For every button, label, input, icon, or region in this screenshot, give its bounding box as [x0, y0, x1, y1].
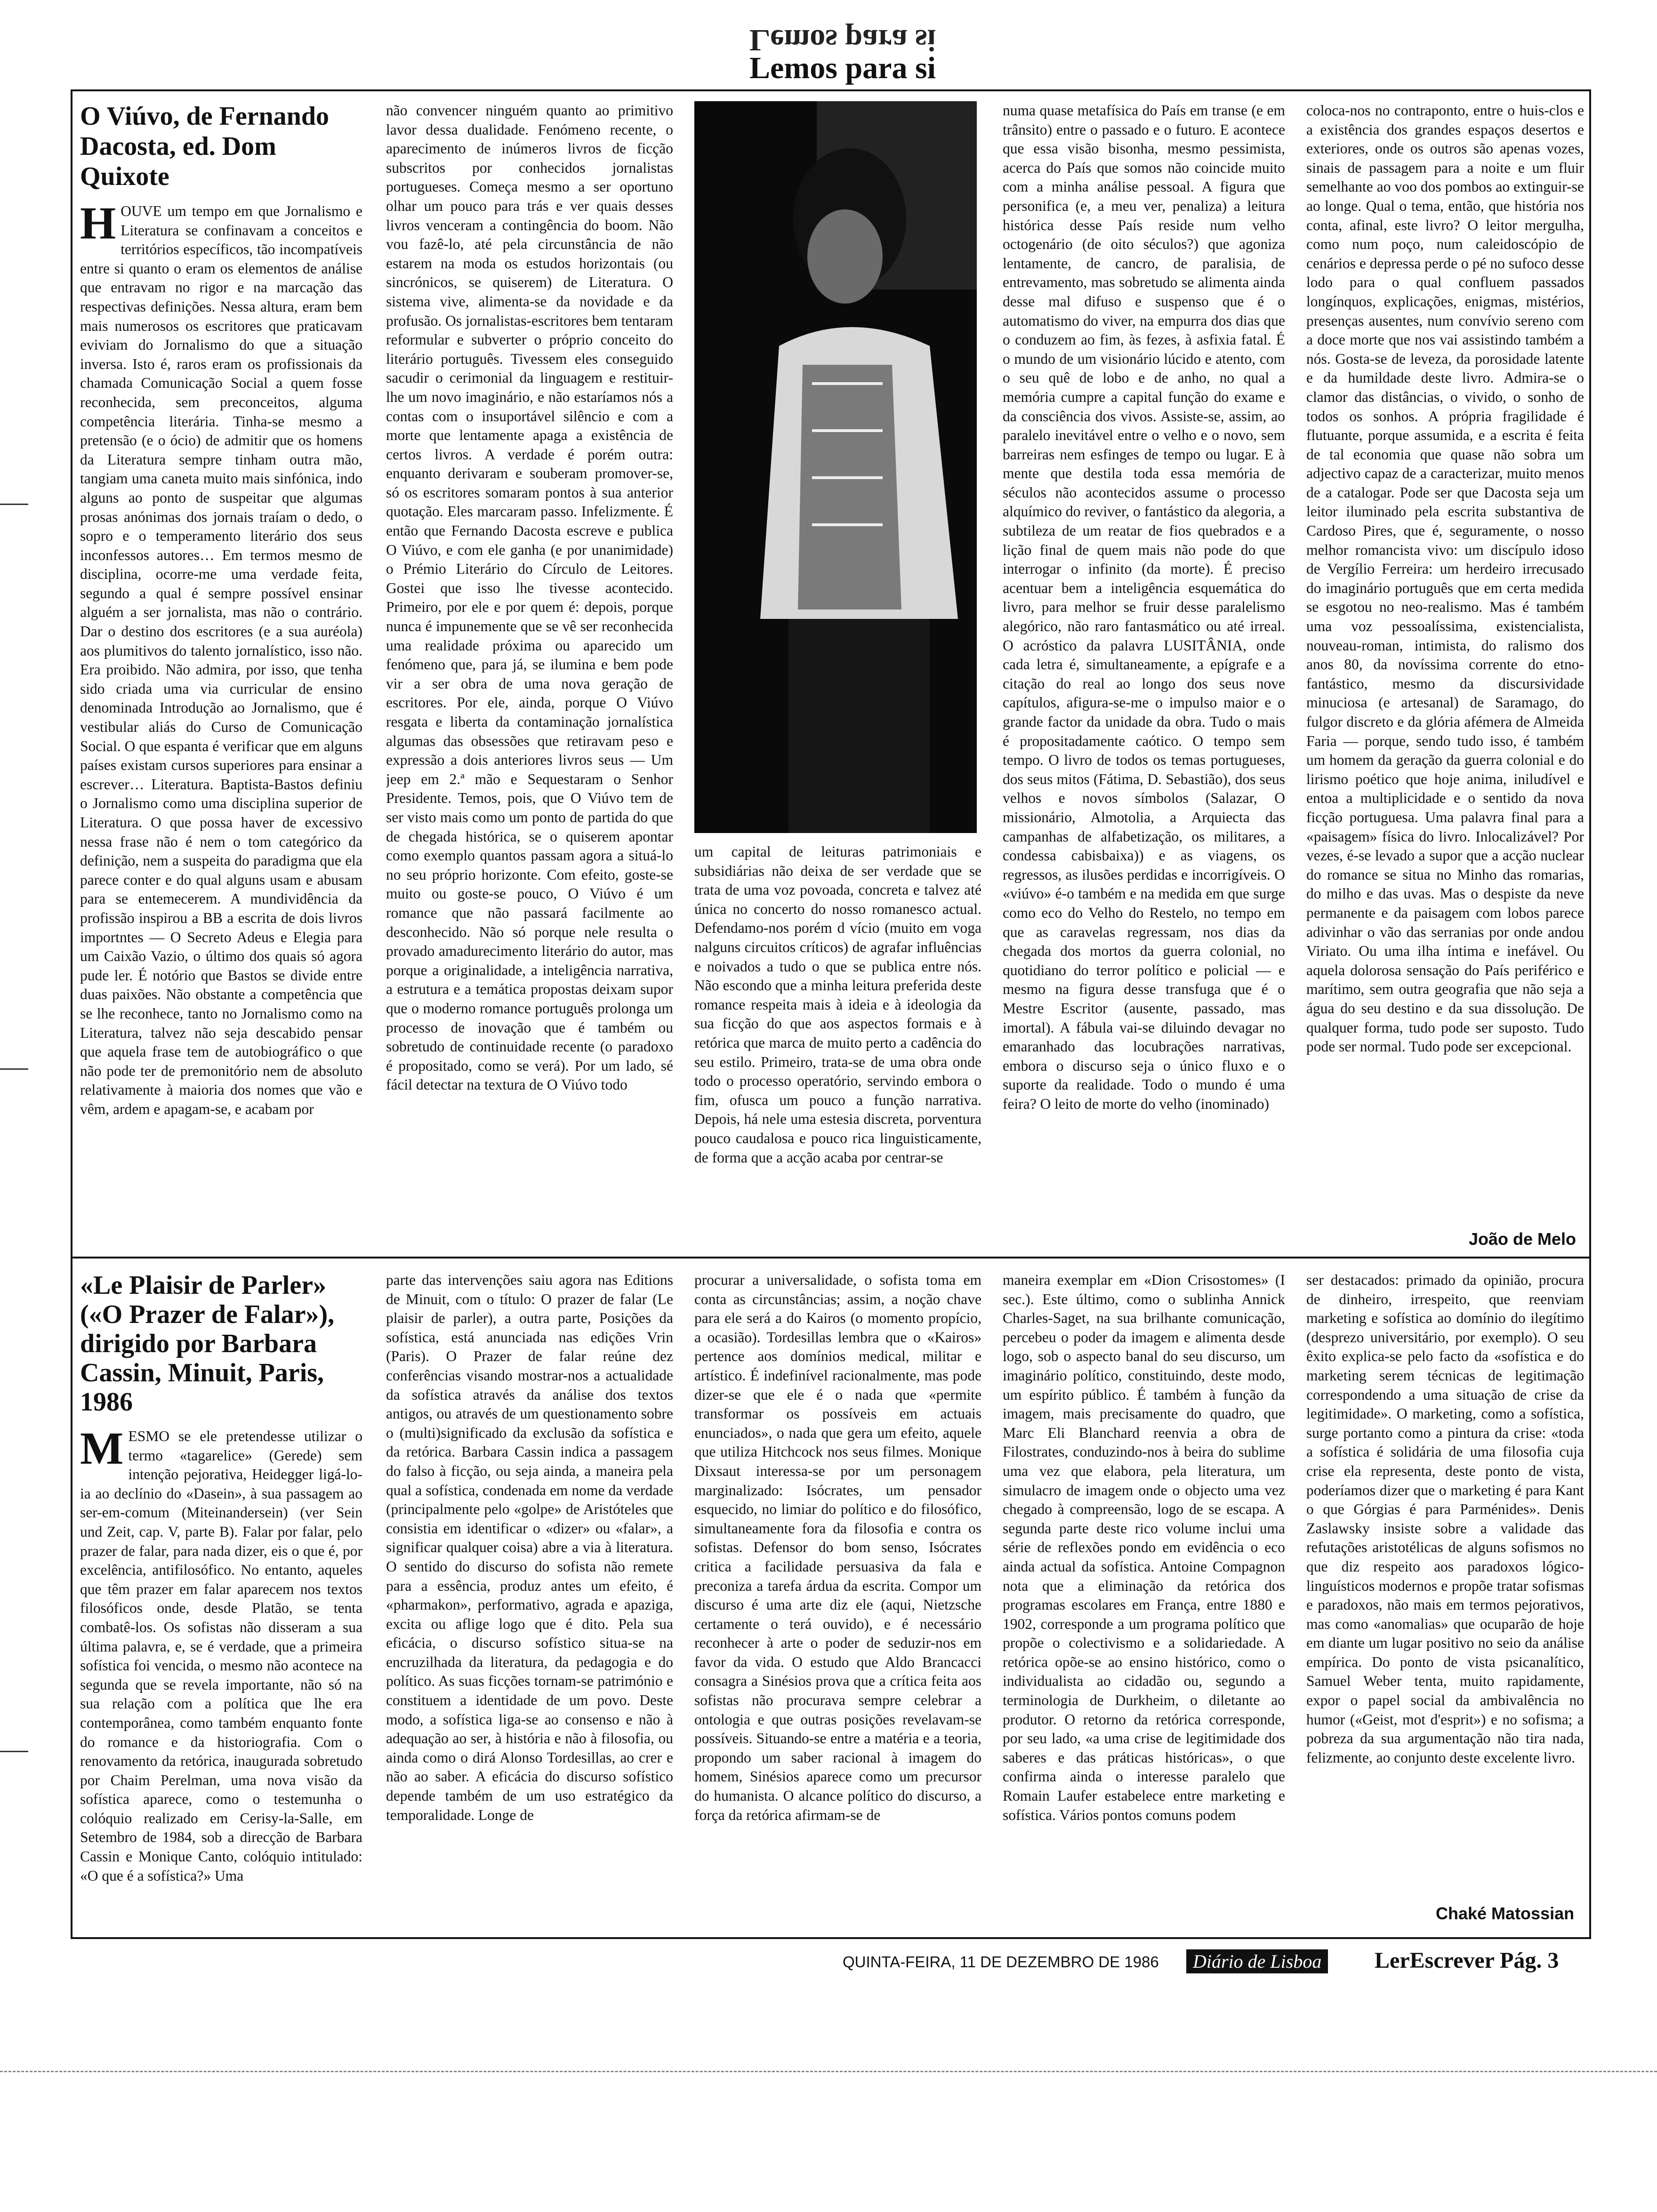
masthead-logo: Diário de Lisboa — [1186, 1949, 1328, 1973]
article1-col5 — [1306, 101, 1584, 1226]
article2-author: Chaké Matossian — [1436, 1904, 1575, 1923]
article1-dropcap: H — [80, 198, 116, 249]
article2-col1 — [80, 1271, 362, 1930]
author-photo-figure — [694, 101, 977, 833]
article1-col5-text: coloca-nos no contraponto, entre o huis-clos e a existência dos grandes espaços desertos e exteriores, onde os outros são apenas vozes, sinais de passagem para a noite e um fluir semelhante ao voo dos pombos ao extinguir-se ao longe. Qual o tema, então, que história nos conta, afinal, este livro? O leitor mergulha, como num poço, num caleidoscópio de cenários e depressa perde o pé no sufoco desse lodo para o qual confluem passados longínquos, explicações, enigmas, mistérios, presenças ausentes, num convívio sereno com a doce morte que nos vai assistindo também a nós. Gosta-se de leveza, da porosidade latente e da humildade deste livro. Admira-se o clamor das distâncias, o vivido, o sonho de todos os sonhos. A própria fragilidade é flutuante, porque assumida, e a escrita é feita de tal economia que quase não sobra um adjectivo capaz de a caracterizar, muito menos de a catalogar. Pode ser que Dacosta seja um leitor iluminado pela escrita substantiva de Cardoso Pires, que é, seguramente, o nosso melhor romancista vivo: um discípulo idoso de Vergílio Ferreira: um herdeiro irrecusado do imaginário português que em certa medida se esgotou no neo-realismo. Mas é também uma voz pessoalíssima, existencialista, nouveau-roman, intimista, do ralismo dos anos 80, da novíssima corrente do etno-fantástico, mesmo da discursividade minuciosa (e artesanal) de Saramago, do fulgor discreto e da glória afémera de Almeida Faria — porque, sendo tudo isso, é também um homem da geração da guerra colonial e do lirismo poético que hoje anima, iniludível e entoa a multiplicidade e o sentido da nova ficção portuguesa. Uma palavra final para a «paisagem» física do livro. Inlocalizável? Por vezes, é-se levado a supor que a acção nuclear do romance se situa no Minho das romarias, do milho e das uvas. Mas o despiste da neve permanente e da paisagem com lobos parece adivinhar o vão das serranias por onde andou Viriato. Ou uma ilha íntima e inefável. Ou aquela dolorosa sensação do País periférico e marítimo, sem outra geografia que não seja a água do seu destino e da sua dissolução. De qualquer forma, tudo pode ser suposto. Tudo pode ser normal. Tudo pode ser excepcional. — [1306, 102, 1584, 1055]
article2-col4-text: maneira exemplar em «Dion Crisostomes» (I sec.). Este último, como o sublinha Annick Charles-Saget, na sua brilhante comunicação, percebeu o poder da imagem e alimenta desde logo, sob o aspecto banal do seu discurso, um imaginário político, constituindo, deste modo, um espírito público. É também à função da imagem, mais precisamente do quadro, que Marc Eli Blanchard reenvia a obra de Filostrates, conduzindo-nos à beira do sublime uma vez que elabora, pela literatura, um simulacro de imagem onde o objecto uma vez chegado à compreensão, logo de se escapa. A segunda parte deste rico volume inclui uma série de reflexões pondo em evidência o eco ainda actual da sofística. Antoine Compagnon nota que a eliminação da retórica dos programas escolares em França, entre 1880 e 1902, corresponde a um programa político que propõe o colectivismo e a solidariedade. A retórica opõe-se ao ensino histórico, como o individualista ao cidadão ou, segundo a terminologia de Durkheim, o diletante ao produtor. O retorno da retórica corresponde, por seu lado, «a uma crise de legitimidade dos saberes e das práticas históricas», o que confirma ainda o interesse paralelo que Romain Laufer estabelece entre marketing e sofística. Vários pontos comuns podem — [1003, 1272, 1285, 1823]
article2-col5-text: ser destacados: primado da opinião, procura de dinheiro, irrespeito, que reenviam marketing e sofística ao domínio do ilegítimo (desprezo universitário, por exemplo). O seu êxito explica-se pelo facto da «sofística e do marketing serem técnicas de legitimação correspondendo a uma situação de crise da legitimidade». O marketing, como a sofística, surge portanto como a pintura da crise: «toda a sofística é solidária de uma filosofia cuja crise ela representa, deste ponto de vista, poderíamos dizer que o marketing é para Kant o que Górgias é para Parménides». Denis Zaslawsky insiste sobre a validade das refutações aristotélicas de alguns sofismos no que diz respeito aos paradoxos lógico-linguísticos modernos e propõe tratar sofismas e paradoxos, não mais em termos pejorativos, mas como «anomalias» que ocuparão de hoje em diante um lugar positivo no seio da análise empírica. Do ponto de vista psicanalítico, Samuel Weber tenta, muito rapidamente, expor o papel social da ambivalência no humor («Geist, mot d'esprit») e no sofisma; a pobreza da sua argumentação não tira nada, felizmente, ao conjunto deste excelente livro. — [1306, 1272, 1584, 1766]
article2-col5 — [1306, 1271, 1584, 1897]
article1-col2 — [386, 101, 673, 1250]
article1-col3 — [694, 842, 981, 1252]
article2-col4 — [1003, 1271, 1285, 1930]
margin-mark — [0, 1751, 28, 1752]
bottom-rule — [71, 1937, 1591, 1939]
article2-headline: «Le Plaisir de Parler» («O Prazer de Falar»), dirigido por Barbara Cassin, Minuit, Paris, 1986 — [80, 1271, 335, 1417]
middle-rule — [71, 1257, 1591, 1258]
margin-mark — [0, 504, 28, 505]
article2-col2-text: parte das intervenções saiu agora nas Editions de Minuit, com o título: O prazer de falar (Le plaisir de parler), a outra parte, Posições da sofística, está anunciada nas edições Vrin (Paris). O Prazer de falar reúne dez conferências visando mostrar-nos a actualidade da sofística através da análise dos textos antigos, ou através de um questionamento sobre o (multi)significado da exclusão da sofística e da retórica. Barbara Cassin indica a passagem do falso à ficção, ou seja ainda, a maneira pela qual a sofística, condenada em nome da verdade (principalmente pelo «golpe» de Aristóteles que consistia em identificar o «dizer» ou «falar», a significar qualquer coisa) abre a via à literatura. O sentido do discurso do sofista não remete para a essência, produz antes um efeito, é «pharmakon», performativo, agrada e apaziga, excita ou aflige logo que é dito. Pela sua eficácia, o discurso sofístico situa-se na encruzilhada da literatura, da pedagogia e do político. As suas ficções tornam-se património e constituem a identidade de um povo. Deste modo, a sofística liga-se ao consenso e não à adequação ao ser, à história e não à filosofia, ou ainda como o dirá Alonso Tordesillas, ao crer e não ao saber. A eficácia do discurso sofístico depende também de um uso estratégico da temporalidade. Longe de — [386, 1272, 673, 1823]
article1-col1-text: OUVE um tempo em que Jornalismo e Literatura se confinavam a conceitos e territórios específicos, tão incompatíveis entre si quanto o eram os elementos de análise que entravam no rigor e na marcação das respectivas definições. Nessa altura, eram bem mais numerosos os escritores que praticavam eviviam do Jornalismo do que a situação inversa. Isto é, raros eram os profissionais da chamada Comunicação Social a quem fosse reconhecida, sem preconceitos, alguma competência literária. Tinha-se mesmo a pretensão (e o ócio) de admitir que os homens da Literatura sempre tinham outra mão, tangiam uma caneta muito mais sinfónica, indo alguns ao ponto de suspeitar que algumas prosas anónimas dos jornais traíam o dedo, o sopro e o temperamento literário dos seus inconfessos autores… Em termos mesmo de disciplina, ocorre-me uma verdade feita, segundo a qual é sempre possível ensinar alguém a ser jornalista, mas não o contrário. Dar o destino dos escritores (e a sua auréola) aos plumitivos do talento jornalístico, isso não. Era proibido. Não admira, por isso, que tenha sido criada uma via curricular de ensino denominada Introdução ao Jornalismo, que é vestibular aliás do Curso de Comunicação Social. O que espanta é verificar que em alguns países existam cursos superiores para ensinar a escrever… Literatura. Baptista-Bastos definiu o Jornalismo como uma disciplina superior de Literatura. O que possa haver de excessivo nessa frase não é nem o tom categórico da definição, nem a suspeita do paradigma que ela parece conter e do qual alguns usam e abusam para se entemecerem. A mundividência da profissão inspirou a BB a escrita de dois livros importntes — O Secreto Adeus e Elegia para um Caixão Vazio, o último dos quais só agora pude ler. É notório que Bastos se divide entre duas paixões. Não obstante a competência que se lhe reconhece, tanto no Jornalismo como na Literatura, talvez não seja descabido pensar que aquela frase tem de autobiográfico o que não pode ter de premonitório nem de absoluto relativamente à maioria dos nomes que vão e vêm, ardem e apagam-se, e acabam por — [80, 203, 362, 1117]
footer-date: QUINTA-FEIRA, 11 DE DEZEMBRO DE 1986 — [843, 1953, 1159, 1971]
article1-col4 — [1003, 101, 1285, 1250]
article2-dropcap: M — [80, 1423, 124, 1474]
page-cut-line — [0, 2071, 1657, 2072]
author-photo — [694, 101, 977, 833]
article2-col3-text: procurar a universalidade, o sofista toma em conta as circunstâncias; assim, a noção chave para ele será a do Kairos (o momento propício, a ocasião). Tordesillas lembra que o «Kairos» pertence aos domínios medical, militar e artístico. É indefinível racionalmente, mas pode dizer-se que ele é o nada que «permite transformar os possíveis em actuais enunciados», o nada que gera um efeito, aquele que utiliza Hitchcock nos seus filmes. Monique Dixsaut interessa-se por um personagem marginalizado: Isócrates, um pensador esquecido, no limiar do político e do filosófico, simultaneamente fora da filosofia e contra os sofistas. Defensor do bom senso, Isócrates critica a facilidade persuasiva da fala e preconiza a tarefa árdua da escrita. Compor um discurso é uma arte diz ele (aqui, Nietzsche certamente o terá ouvido), e é necessário reconhecer à arte o poder de seduzir-nos em favor da vida. O estudo que Aldo Brancacci consagra a Sinésios prova que a crítica feita aos sofistas não procurava sempre celebrar a ontologia e que outras posições revelavam-se possíveis. Situando-se entre a matéria e a teoria, propondo um saber racional à imagem do homem, Sinésios aparece como um precursor do humanista. O alcance político do discurso, a força da retórica afirmam-se de — [694, 1272, 981, 1823]
article2-col1-text: ESMO se ele pretendesse utilizar o termo «tagarelice» (Gerede) sem intenção pejorativa, Heidegger ligá-lo-ia ao declínio do «Dasein», à sua passagem ao ser-em-comum (Miteinandersein) (ver Sein und Zeit, cap. V, parte B). Falar por falar, pelo prazer de falar, para nada dizer, eis o que é, por excelência, antifilosófico. No entanto, aqueles que têm prazer em falar aparecem nos textos filosóficos onde, desde Platão, se tenta combatê-los. Os sofistas não disseram a sua última palavra, e, se é verdade, que a primeira sofística foi vencida, o mesmo não acontece na segunda que se revela importante, não só na sua relação com a política que lhe era contemporânea, como também enquanto fonte do romance e da historiografia. Com o renovamento da retórica, inaugurada sobretudo por Chaim Perelman, uma nova visão da sofística aparece, como o testemunha o colóquio realizado em Cerisy-la-Salle, em Setembro de 1984, sob a direcção de Barbara Cassin e Monique Canto, colóquio intitulado: «O que é a sofística?» Uma — [80, 1428, 362, 1884]
article1-col2-text: não convencer ninguém quanto ao primitivo lavor dessa dualidade. Fenómeno recente, o aparecimento de inúmeros livros de ficção subscritos por conhecidos jornalistas portugueses. Começa mesmo a ser oportuno olhar um pouco para trás e ver quais desses livros venceram a contingência do boom. Não vou fazê-lo, até pela circunstância de não estarem na moda os estudos horizontais (ou sincrónicos, se quiserem) de Literatura. O sistema vive, alimenta-se da novidade e da profusão. Os jornalistas-escritores bem tentaram reformular e subverter o próprio conceito do literário português. Tivessem eles conseguido sacudir o cerimonial da linguagem e restituir-lhe um novo imaginário, e não estaríamos nós a contas com o insuportável silêncio e com a morte que lentamente apaga a existência de certos livros. A verdade é porém outra: enquanto derivaram e souberam promover-se, só os escritores somaram pontos à sua anterior quotação. Eles marcaram passo. Infelizmente. É então que Fernando Dacosta escreve e publica O Viúvo, e com ele ganha (e por unanimidade) o Prémio Literário do Círculo de Leitores. Gostei que isso lhe tivesse acontecido. Primeiro, por ele e por quem é: depois, porque nunca é impunemente que se vê ser reconhecida uma realidade próxima ou aparecido um fenómeno que, para já, se ilumina e bem pode vir a ser obra de uma nova geração de escritores. Por ele, ainda, porque O Viúvo resgata e liberta da contaminação jornalística algumas das obsessões que retiravam peso e expressão a dois anteriores livros seus — Um jeep em 2.ª mão e Sequestaram o Senhor Presidente. Temos, pois, que O Viúvo tem de ser visto mais como um ponto de partida do que de chegada histórica, se o quiserem apontar como exemplo quantos passam agora a situá-lo no seu próprio horizonte. Com efeito, goste-se muito ou goste-se pouco, O Viúvo é um romance que não passará facilmente ao desconhecido. Não só porque nele resulta o provado amadurecimento literário do autor, mas porque a originalidade, a inteligência narrativa, a estrutura e a temática propostas deixam supor que o moderno romance português prolonga um processo de inovação que é também ou sobretudo de continuidade recente (o paradoxo é propositado, como se verá). Por um lado, sé fácil detectar na textura de O Viúvo todo — [386, 102, 673, 1093]
section-title: Lemos para si — [749, 51, 936, 85]
margin-mark — [0, 1068, 28, 1070]
article1-headline: O Viúvo, de Fernando Dacosta, ed. Dom Quixote — [80, 102, 329, 191]
section-header — [678, 23, 1007, 85]
article1-col4-text: numa quase metafísica do País em transe (e em trânsito) entre o passado e o futuro. E acontece que essa visão bisonha, mesmo pessimista, acerca do País que somos não coincide muito com a minha análise pessoal. A figura que personifica (e, a meu ver, penaliza) a leitura histórica desse País reside num velho octogenário (de oito séculos?) que agoniza lentamente, de cancro, de paralisia, de entrevamento, mas sobretudo se alimenta ainda desse mal difuso e suspenso que é o automatismo do viver, na empurra dos dias que o conduzem ao fim, às fezes, à asfixia fatal. É o mundo de um visionário lúcido e atento, com o seu quê de lobo e de anho, no qual a memória cumpre a capital função do exame e da consciência dos vivos. Assiste-se, assim, ao paralelo inevitável entre o velho e o novo, sem barreiras nem esfinges de tempo ou lugar. E à mente que destila toda essa memória de séculos não acontecidos assume o processo alquímico do reviver, o fantástico da alegoria, a subtileza de um reatar de fios quebrados e a lição final de quem mais não pode do que interrogar o infinito (da morte). É preciso acentuar bem a inteligência esquemática do livro, para melhor se fruir desse paralelismo alegórico, não raro fantasmático ou até irreal. O acróstico da palavra LUSITÂNIA, onde cada letra é, simultaneamente, a epígrafe e a citação do real ao longo dos seus nove capítulos, afigura-se-me o impulso maior e o grande factor da unidade da obra. Tudo o mais é propositadamente caótico. O tempo sem tempo. O livro de todos os temas portugueses, dos seus mitos (Fátima, D. Sebastião), dos seus velhos e novos símbolos (Salazar, O missionário, Almotolia, a Arquiecta das campanhas de alfabetização, os militares, a condessa cabisbaixa)) e as viagens, os regressos, as ilusões perdidas e incorrigíveis. O «viúvo» é-o também e na medida em que surge como eco do Velho do Restelo, no tempo em que as caravelas regressam, nos dias da chegada dos mortos da guerra colonial, no quotidiano do terror político e policial — e mesmo na figura desse transfuga que é o Mestre Escritor (ausente, passado, mas imortal). A fábula vai-se diluindo devagar no emaranhado das locubrações narrativas, embora o discurso seja o único fluxo e o suporte da realidade. Todo o mundo é uma feira? O leito de morte do velho (inominado) — [1003, 102, 1285, 1112]
section-header-mirror: Lemos para si — [749, 23, 936, 57]
article1-col3-text: um capital de leituras patrimoniais e subsidiárias não deixa de ser verdade que se trata de uma voz povoada, concreta e talvez até única no concerto do nosso romanesco actual. Defendamo-nos porém d vício (muito em voga nalguns circuitos críticos) de agrafar influências e noivados a tudo o que se publica entre nós. Não escondo que a minha leitura preferida deste romance respeita mais à ideia e à ideologia da sua ficção do que aos aspectos formais e à retórica que marca de muito perto a cadência do seu estilo. Primeiro, trata-se de uma obra onde todo o processo operatório, servindo embora o fim, ofusca um pouco a função narrativa. Depois, há nele uma estesia discreta, porventura pouco caudalosa e pouco rica linguisticamente, de forma que a acção acaba por centrar-se — [694, 843, 981, 1166]
article1-author: João de Melo — [1469, 1229, 1577, 1249]
article2-col2 — [386, 1271, 673, 1930]
footer-section: LerEscrever Pág. 3 — [1375, 1948, 1559, 1973]
article2-col3 — [694, 1271, 981, 1930]
right-rule — [1589, 89, 1591, 1939]
left-rule — [71, 89, 72, 1939]
top-rule — [71, 89, 1591, 91]
article1-col1 — [80, 101, 362, 1250]
